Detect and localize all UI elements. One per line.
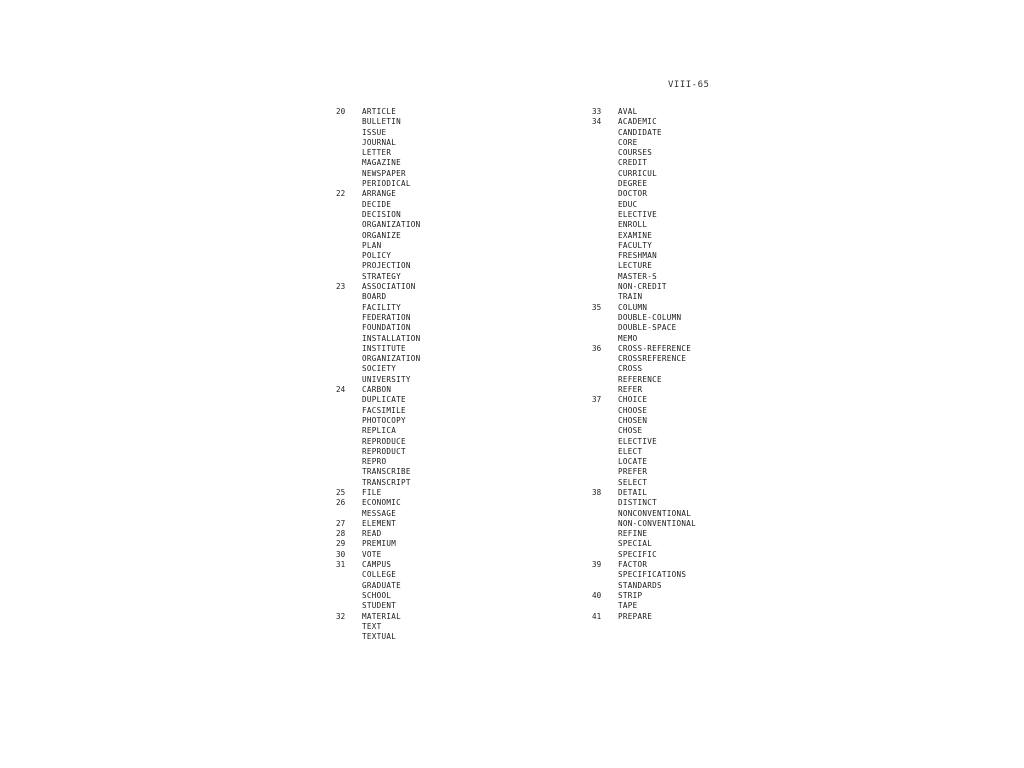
list-item — [336, 467, 566, 477]
entry-term: ARTICLE — [362, 107, 397, 116]
list-item — [336, 375, 566, 385]
list-item — [336, 570, 566, 580]
entry-term: SPECIFICATIONS — [618, 570, 687, 580]
entry-term: MEMO — [618, 333, 638, 343]
entry-term: FACULTY — [618, 240, 653, 250]
list-item — [336, 107, 566, 117]
entry-term: ORGANIZATION — [362, 220, 421, 230]
list-item — [592, 581, 822, 591]
list-item — [592, 189, 822, 199]
list-item — [336, 272, 566, 282]
list-item — [336, 344, 566, 354]
entry-term: SOCIETY — [362, 364, 397, 374]
entry-term: DECIDE — [362, 199, 392, 209]
entry-number: 32 — [336, 611, 346, 621]
entry-term: MESSAGE — [362, 508, 397, 518]
list-item — [336, 601, 566, 611]
list-item — [592, 334, 822, 344]
entry-term: FILE — [362, 487, 382, 497]
entry-term: CURRICUL — [618, 168, 657, 178]
list-item — [592, 488, 822, 498]
entry-term: CHOSE — [618, 426, 643, 436]
entry-term: VOTE — [362, 549, 382, 559]
entry-term: PHOTOCOPY — [362, 415, 406, 425]
list-item — [336, 529, 566, 539]
entry-term: GRADUATE — [362, 580, 401, 590]
list-item — [592, 200, 822, 210]
list-item — [336, 488, 566, 498]
entry-term: ORGANIZE — [362, 230, 401, 240]
entry-term: ELEMENT — [362, 518, 397, 528]
list-item — [336, 200, 566, 210]
list-item — [592, 241, 822, 251]
list-item — [592, 539, 822, 549]
list-item — [592, 478, 822, 488]
list-item — [592, 457, 822, 467]
list-item — [592, 612, 822, 622]
list-item — [592, 148, 822, 158]
list-item — [336, 220, 566, 230]
entry-term: INSTALLATION — [362, 333, 421, 343]
list-item — [592, 591, 822, 601]
entry-term: DETAIL — [618, 487, 648, 497]
list-item — [336, 158, 566, 168]
entry-term: LOCATE — [618, 457, 648, 467]
entry-term: NEWSPAPER — [362, 168, 406, 178]
list-item — [336, 189, 566, 199]
list-item — [592, 601, 822, 611]
entry-term: UNIVERSITY — [362, 374, 411, 384]
list-item — [336, 323, 566, 333]
entry-term: ENROLL — [618, 220, 648, 230]
entry-term: TAPE — [618, 601, 638, 611]
page-number: VIII-65 — [668, 80, 710, 90]
list-item — [336, 241, 566, 251]
entry-term: DOCTOR — [618, 189, 648, 199]
entry-term: JOURNAL — [362, 137, 397, 147]
list-item — [592, 251, 822, 261]
entry-term: EXAMINE — [618, 230, 653, 240]
list-item — [592, 158, 822, 168]
entry-term: ELECTIVE — [618, 209, 657, 219]
list-item — [592, 570, 822, 580]
entry-term: DISTINCT — [618, 498, 657, 508]
entry-number: 23 — [336, 282, 346, 292]
entry-term: DECISION — [362, 209, 401, 219]
entry-term: ECONOMIC — [362, 498, 401, 508]
list-item — [592, 282, 822, 292]
entry-term: NON-CONVENTIONAL — [618, 518, 696, 528]
list-item — [336, 612, 566, 622]
list-item — [336, 447, 566, 457]
entry-term: ASSOCIATION — [362, 282, 416, 292]
entry-term: FOUNDATION — [362, 323, 411, 333]
entry-term: REFERENCE — [618, 374, 662, 384]
list-item — [592, 344, 822, 354]
list-item — [336, 251, 566, 261]
list-item — [336, 231, 566, 241]
list-item — [592, 375, 822, 385]
entry-term: FEDERATION — [362, 312, 411, 322]
list-item — [592, 272, 822, 282]
entry-term: CAMPUS — [362, 560, 392, 570]
entry-term: INSTITUTE — [362, 343, 406, 353]
entry-term: SCHOOL — [362, 590, 392, 600]
entry-term: ORGANIZATION — [362, 354, 421, 364]
entry-term: SPECIAL — [618, 539, 653, 549]
list-item — [336, 539, 566, 549]
entry-term: SPECIFIC — [618, 549, 657, 559]
list-item — [592, 416, 822, 426]
list-item — [592, 313, 822, 323]
entry-number: 40 — [592, 590, 602, 600]
entry-term: CANDIDATE — [618, 127, 662, 137]
entry-term: TRANSCRIBE — [362, 467, 411, 477]
list-item — [592, 385, 822, 395]
entry-number: 22 — [336, 189, 346, 199]
entry-term: TEXT — [362, 621, 382, 631]
list-item — [336, 581, 566, 591]
entry-term: NONCONVENTIONAL — [618, 508, 692, 518]
entry-term: FACILITY — [362, 302, 401, 312]
entry-term: TRAIN — [618, 292, 643, 302]
list-item — [336, 509, 566, 519]
list-item — [336, 169, 566, 179]
entry-term: FACTOR — [618, 560, 648, 570]
list-item — [336, 148, 566, 158]
entry-term: PERIODICAL — [362, 179, 411, 189]
entry-term: COURSES — [618, 148, 653, 158]
entry-number: 26 — [336, 498, 346, 508]
entry-term: CHOSEN — [618, 415, 648, 425]
entry-term: DUPLICATE — [362, 395, 406, 405]
entry-term: FRESHMAN — [618, 251, 657, 261]
entry-term: DEGREE — [618, 179, 648, 189]
list-item — [592, 395, 822, 405]
list-item — [592, 519, 822, 529]
entry-term: REPLICA — [362, 426, 397, 436]
entry-number: 39 — [592, 560, 602, 570]
list-item — [592, 231, 822, 241]
entry-term: CHOICE — [618, 395, 648, 405]
entry-term: SELECT — [618, 477, 648, 487]
list-item — [336, 128, 566, 138]
list-item — [336, 292, 566, 302]
list-item — [592, 560, 822, 570]
list-item — [592, 210, 822, 220]
list-item — [592, 107, 822, 117]
list-item — [336, 550, 566, 560]
list-item — [592, 550, 822, 560]
list-item — [336, 313, 566, 323]
entry-term: ACADEMIC — [618, 117, 657, 127]
list-item — [336, 478, 566, 488]
entry-term: ISSUE — [362, 127, 387, 137]
list-item — [336, 426, 566, 436]
list-item — [336, 364, 566, 374]
entry-term: STRIP — [618, 590, 643, 600]
entry-term: STANDARDS — [618, 580, 662, 590]
entry-number: 27 — [336, 518, 346, 528]
entry-term: ARRANGE — [362, 189, 397, 199]
entry-term: LECTURE — [618, 261, 653, 271]
list-item — [592, 323, 822, 333]
list-item — [336, 334, 566, 344]
list-item — [336, 179, 566, 189]
entry-number: 30 — [336, 549, 346, 559]
list-item — [592, 437, 822, 447]
entry-term: CREDIT — [618, 158, 648, 168]
list-item — [592, 447, 822, 457]
list-item — [336, 437, 566, 447]
list-item — [336, 395, 566, 405]
list-item — [336, 457, 566, 467]
entry-term: MATERIAL — [362, 611, 401, 621]
entry-term: BOARD — [362, 292, 387, 302]
list-item — [592, 406, 822, 416]
entry-number: 29 — [336, 539, 346, 549]
entry-term: COLLEGE — [362, 570, 397, 580]
entry-term: TRANSCRIPT — [362, 477, 411, 487]
entry-number: 41 — [592, 611, 602, 621]
list-item — [592, 138, 822, 148]
list-item — [592, 169, 822, 179]
list-item — [336, 385, 566, 395]
entry-term: CHOOSE — [618, 405, 648, 415]
entry-term: REPRO — [362, 457, 387, 467]
list-item — [592, 529, 822, 539]
entry-term: TEXTUAL — [362, 632, 397, 642]
entry-term: LETTER — [362, 148, 392, 158]
list-item — [336, 622, 566, 632]
entry-term: CROSS-REFERENCE — [618, 343, 692, 353]
list-item — [592, 509, 822, 519]
list-item — [592, 354, 822, 364]
entry-term: PREMIUM — [362, 539, 397, 549]
entry-term: PLAN — [362, 240, 382, 250]
list-item — [336, 138, 566, 148]
entry-number: 28 — [336, 529, 346, 539]
list-item — [336, 282, 566, 292]
entry-term: MAGAZINE — [362, 158, 401, 168]
list-item — [336, 303, 566, 313]
list-item — [592, 467, 822, 477]
entry-term: FACSIMILE — [362, 405, 406, 415]
entry-term: MASTER-S — [618, 271, 657, 281]
entry-number: 25 — [336, 487, 346, 497]
entry-term: ELECTIVE — [618, 436, 657, 446]
right-column — [592, 107, 822, 622]
entry-term: PREPARE — [618, 611, 653, 621]
entry-number: 35 — [592, 302, 602, 312]
entry-term: REPRODUCT — [362, 446, 406, 456]
list-item — [592, 220, 822, 230]
list-item — [592, 128, 822, 138]
entry-term: DOUBLE-COLUMN — [618, 312, 682, 322]
entry-term: DOUBLE-SPACE — [618, 323, 677, 333]
entry-term: BULLETIN — [362, 117, 401, 127]
entry-term: POLICY — [362, 251, 392, 261]
entry-number: 36 — [592, 343, 602, 353]
entry-term: ELECT — [618, 446, 643, 456]
list-item — [592, 426, 822, 436]
entry-term: CARBON — [362, 385, 392, 395]
entry-term: CROSSREFERENCE — [618, 354, 687, 364]
list-item — [592, 498, 822, 508]
entry-number: 33 — [592, 107, 602, 116]
list-item — [336, 406, 566, 416]
entry-number: 34 — [592, 117, 602, 127]
list-item — [336, 498, 566, 508]
entry-number: 31 — [336, 560, 346, 570]
entry-number: 38 — [592, 487, 602, 497]
entry-term: PREFER — [618, 467, 648, 477]
entry-number: 24 — [336, 385, 346, 395]
list-item — [336, 632, 566, 642]
entry-term: AVAL — [618, 107, 638, 116]
entry-term: PROJECTION — [362, 261, 411, 271]
list-item — [592, 292, 822, 302]
list-item — [336, 519, 566, 529]
left-column — [336, 107, 566, 642]
entry-term: STRATEGY — [362, 271, 401, 281]
entry-term: CROSS — [618, 364, 643, 374]
entry-term: REFER — [618, 385, 643, 395]
entry-term: REFINE — [618, 529, 648, 539]
list-item — [592, 303, 822, 313]
entry-term: EDUC — [618, 199, 638, 209]
entry-term: REPRODUCE — [362, 436, 406, 446]
list-item — [592, 364, 822, 374]
list-item — [336, 354, 566, 364]
list-item — [336, 117, 566, 127]
list-item — [336, 210, 566, 220]
entry-number: 20 — [336, 107, 346, 116]
list-item — [592, 179, 822, 189]
list-item — [336, 416, 566, 426]
list-item — [336, 560, 566, 570]
entry-term: CORE — [618, 137, 638, 147]
list-item — [592, 261, 822, 271]
entry-term: STUDENT — [362, 601, 397, 611]
entry-term: READ — [362, 529, 382, 539]
entry-term: NON-CREDIT — [618, 282, 667, 292]
entry-term: COLUMN — [618, 302, 648, 312]
list-item — [592, 117, 822, 127]
entry-number: 37 — [592, 395, 602, 405]
list-item — [336, 261, 566, 271]
list-item — [336, 591, 566, 601]
